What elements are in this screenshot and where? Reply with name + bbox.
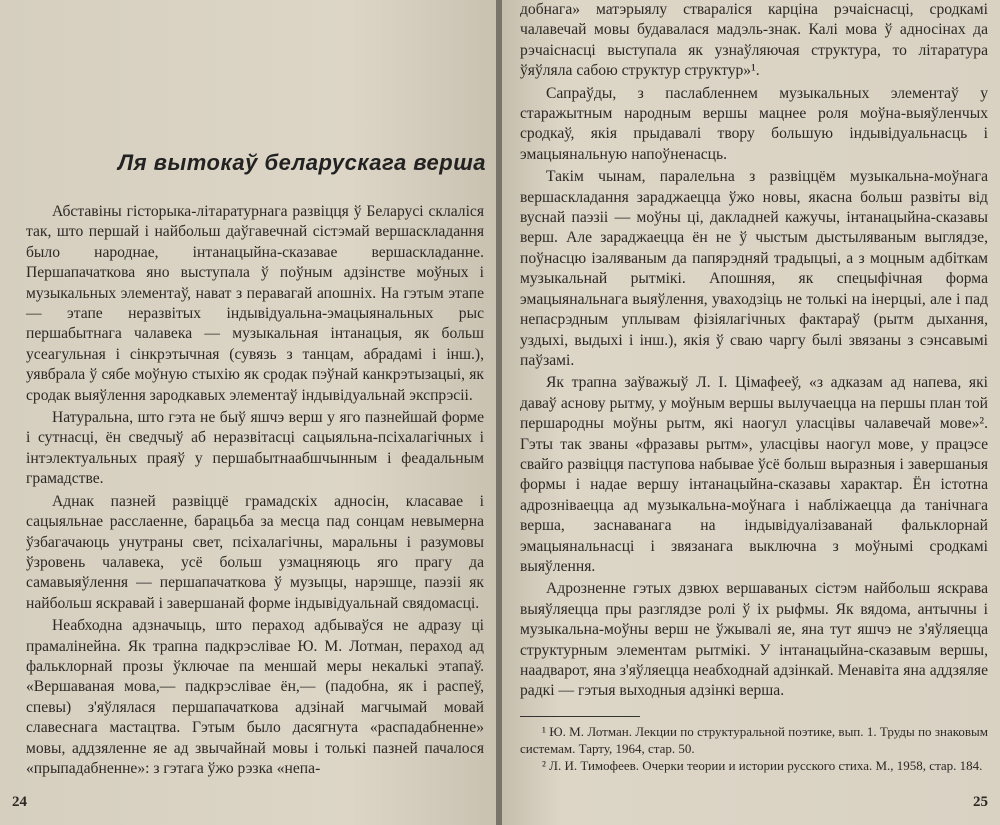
left-page	[0, 0, 498, 825]
right-body-text	[520, 0, 988, 702]
paragraph: Адрозненне гэтых дзвюх вершаваных сістэм найбольш яскрава выяўляецца пры разглядзе ролі ў іх рыфмы. Як вядома, антычны і музыкальна-моўны верш не ўжывалі яе, яна тут яшчэ не з'яўляецца структурным элементам рытмікі. У інтанацыйна-сказавым вершы, наадварот, яна з'яўляецца неабходнай адзінкай. Менавіта яна аддзяляе радкі — гэтыя выходныя адзінкі верша.	[520, 580, 988, 700]
page-number: 25	[973, 794, 988, 810]
paragraph: Натуральна, што гэта не быў яшчэ верш у яго пазнейшай форме і сутнасці, ён сведчыў аб неразвітасці сацыяльна-псіхалагічных і інтэлектуальных праяў у першабытнаабшчынным і феадальным грамадстве.	[26, 409, 484, 488]
left-body-text	[26, 202, 484, 779]
paragraph: добнага» матэрыялу ствараліся карціна рэчаіснасці, сродкамі чалавечай мовы будавалася мадэль-знак. Калі мова ў адносінах да рэчаіснасці выступала як узнаўляючая структура, то літаратура ўяўляла сабою структур структур»¹.	[520, 1, 988, 80]
paragraph: Абставіны гісторыка-літаратурнага развіцця ў Беларусі склаліся так, што першай і найбольш даўгавечнай сістэмай вершаскладання было народнае, інтанацыйна-сказавае вершаскладанне. Першапачаткова яно выступала ў поўным адзінстве моўных і музыкальных элементаў, нават з перавагай апошніх. На гэтым этапе — этапе неразвітых індывідуальна-эмацыянальных рыс першабытнага чалавека — музыкальная інтанацыя, як больш усеагульная і сінкрэтычная (сувязь з танцам, абрадамі і інш.), уявбрала ў сябе моўную стыхію як сродак пэўнай канкрэтызацыі, як сродак выяўлення зародкавых элементаў індывідуальнай экспрэсіі.	[26, 203, 484, 404]
page-number: 24	[12, 794, 27, 810]
paragraph: Неабходна адзначыць, што пераход адбываўся не адразу ці прамалінейна. Як трапна падкрэслівае Ю. М. Лотман, пераход ад фальклорнай прозы ўключае па меншай меры некалькі этапаў. «Вершаваная мова,— падкрэслівае ён,— (падобна, як і распеў, спевы) з'яўлялася першапачаткова адзінай магчымай мовай славеснага мастацтва. Гэтым было дасягнута «распадабненне» мовы, аддзяленне яе ад звычайнай мовы і толькі пазней пачалося «прыпадабненне»: з гэтага ўжо рэзка «непа-	[26, 617, 484, 777]
paragraph: Як трапна заўважыў Л. І. Цімафееў, «з адказам ад напева, які даваў аснову рытму, у моўным вершы вылучаецца на першы план той першародны моўны рытм, які наогул уласцівы чалавечай мове»². Гэты так званы «фразавы рытм», уласцівы наогул мове, у працэсе свайго развіцця паступова набывае ўсё больш выразныя і завершаныя формы і надае вершу інтанацыйна-сказавы характар. Ён істотна адрозніваецца ад музыкальна-моўнага і набліжаецца да танічнага верша, заснаванага на індывідуалізаванай фальклорнай эмацыянальнасці і звязанага выключна з моўнымі сродкамі выяўлення.	[520, 374, 988, 575]
footnote: ² Л. И. Тимофеев. Очерки теории и истории русского стиха. М., 1958, стар. 184.	[542, 758, 983, 773]
chapter-title: Ля вытокаў беларускага верша	[118, 150, 487, 175]
paragraph: Сапраўды, з паслабленнем музыкальных элементаў у старажытным народным вершы мацнее роля моўна-выяўленчых сродкаў, якія прыдавалі твору большую індывідуальнасць і эмацыянальную напоўненасць.	[520, 84, 988, 163]
footnote: ¹ Ю. М. Лотман. Лекции по структуральной поэтике, вып. 1. Труды по знаковым системам. Тарту, 1964, стар. 50.	[520, 724, 988, 756]
paragraph: Такім чынам, паралельна з развіццём музыкальна-моўнага вершаскладання зараджаецца ўжо новы, якасна больш развіты від вуснай паэзіі — моўны ці, дакладней кажучы, інтанацыйна-сказавы верш. Але зараджаецца ён не ў чыстым дыстыляваным выглядзе, поўнасцю ізаляваным да папярэдняй традыцыі, а з моцным адбіткам музыкальнай рытмікі. Апошняя, як спецыфічная форма эмацыянальнага выяўлення, уваходзіць не толькі на інерцыі, але і пад непасрэдным уплывам фізіялагічных фактараў (рытм дыхання, уздыхі, выдыхі і інш.), якія ў сваю чаргу былі звязаны з сэнсавымі паўзамі.	[520, 168, 988, 369]
paragraph: Аднак пазней развіццё грамадскіх адносін, класавае і сацыяльнае расслаенне, барацьба за месца пад сонцам невымерна ўзбагачаюць унутраны свет, псіхалагічны, маральны і разумовы ўзровень чалавека, усё больш узмацняюць яго прагу да самавыяўлення — першапачаткова ў музыцы, нарэшце, паэзіі як найбольш яскравай і завершанай форме індывідуальнай свядомасці.	[26, 492, 484, 612]
footnote-rule	[520, 716, 640, 717]
right-page	[502, 0, 1000, 825]
footnotes	[520, 716, 988, 774]
